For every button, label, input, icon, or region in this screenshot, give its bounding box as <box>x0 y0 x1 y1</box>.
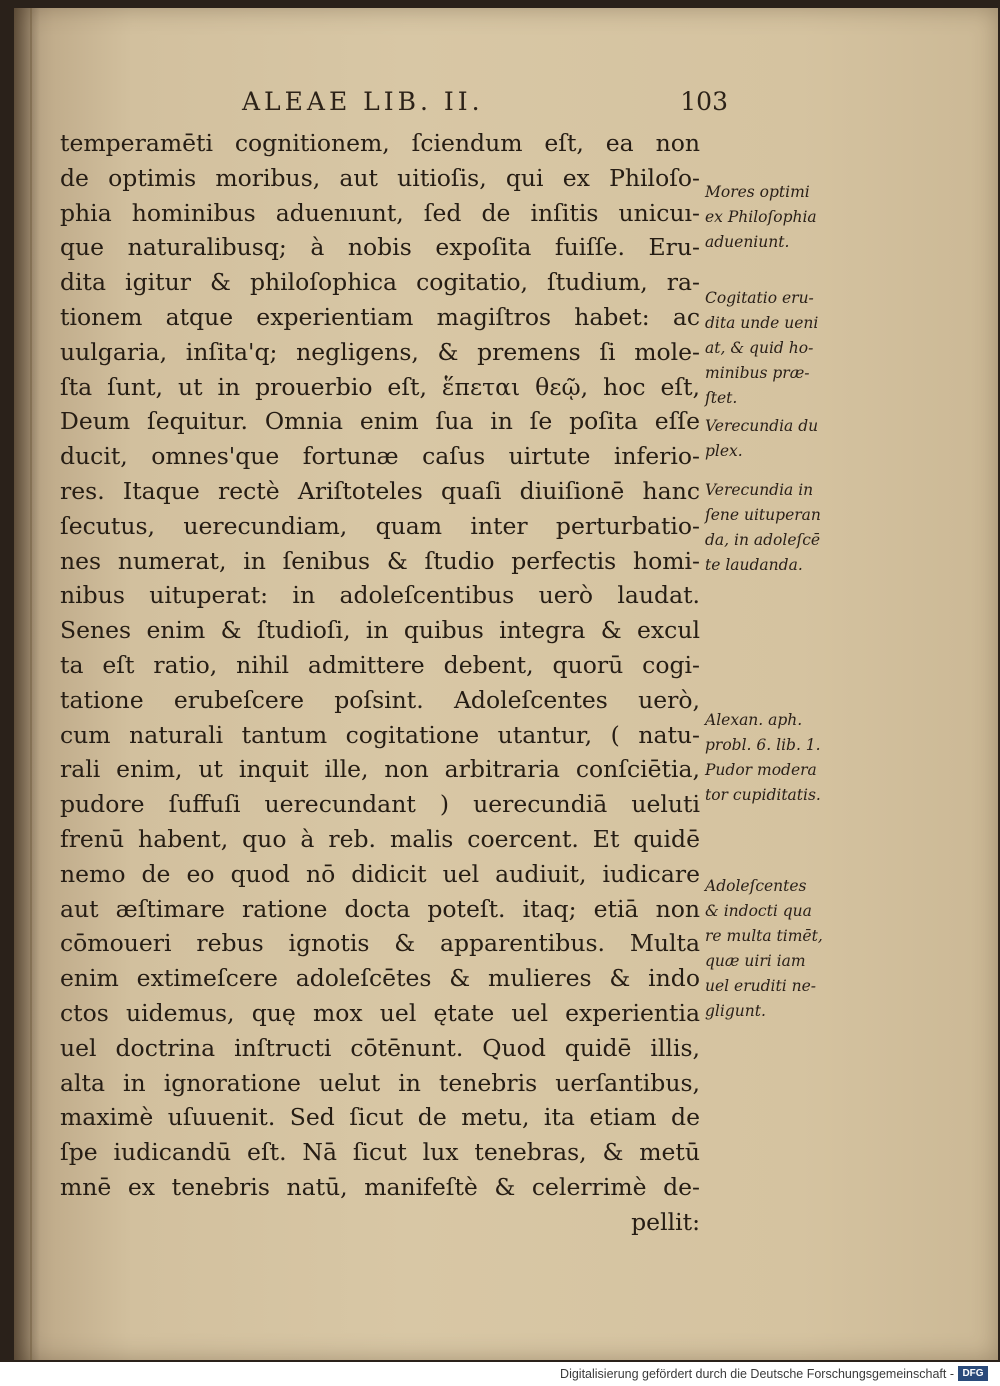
text-line: que naturalibusq; à nobis expoſita fuiſſe. Eru- <box>60 233 700 262</box>
text-line: nibus uituperat: in adoleſcentibus uerò laudat. <box>60 581 700 610</box>
note-line: adueniunt. <box>705 233 790 251</box>
text-line: aut æſtimare ratione docta poteſt. itaq; etiā non <box>60 894 700 923</box>
note-line: tor cupiditatis. <box>705 786 821 804</box>
text-line: de optimis moribus, aut uitioſis, qui ex Philoſo- <box>60 163 700 192</box>
note-line: ſtet. <box>705 389 738 407</box>
text-line: Senes enim & ſtudioſi, in quibus integra & excul <box>60 616 700 645</box>
text-line: Deum ſequitur. Omnia enim ſua in ſe poſita eſſe <box>60 407 700 436</box>
marginal-note <box>705 286 818 411</box>
text-line: pudore ſuffuſi uerecundant ) uerecundiā ueluti <box>60 790 700 819</box>
page-edge <box>30 8 32 1360</box>
note-line: gligunt. <box>705 1002 766 1020</box>
note-line: plex. <box>705 442 743 460</box>
note-line: dita unde ueni <box>705 314 819 332</box>
text-line: uulgaria, inſita'q; negligens, & premens ſi mole- <box>60 337 700 366</box>
text-line: dita igitur & philoſophica cogitatio, ſtudium, ra- <box>60 268 700 297</box>
text-line: mnē ex tenebris natū, manifeſtè & celerrimè de- <box>60 1172 700 1201</box>
page-number: 103 <box>680 87 728 116</box>
note-line: probl. 6. lib. 1. <box>705 736 821 754</box>
note-line: Pudor modera <box>705 761 817 779</box>
note-line: uel eruditi ne- <box>705 977 816 995</box>
text-line: tionem atque experientiam magiſtros habet: ac <box>60 302 700 331</box>
text-line: enim extimeſcere adoleſcētes & mulieres & indo <box>60 964 700 993</box>
note-line: re multa timēt, <box>705 927 823 945</box>
note-line: Adoleſcentes <box>705 877 807 895</box>
text-line: uel doctrina inſtructi cōtēnunt. Quod quidē illis, <box>60 1033 700 1062</box>
text-line: ta eſt ratio, nihil admittere debent, quorū cogi- <box>60 650 700 679</box>
note-line: & indocti qua <box>705 902 812 920</box>
gutter-shadow <box>14 8 40 1360</box>
text-line: maximè uſuuenit. Sed ſicut de metu, ita etiam de <box>60 1103 700 1132</box>
marginal-note <box>705 414 818 464</box>
note-line: minibus præ- <box>705 364 810 382</box>
text-line: res. Itaque rectè Ariſtoteles quaſi diuiſionē hanc <box>60 476 700 505</box>
text-line: ducit, omnes'que fortunæ caſus uirtute inferio- <box>60 442 700 471</box>
text-line: nes numerat, in ſenibus & ſtudio perfectis homi- <box>60 546 700 575</box>
marginal-note <box>705 708 821 808</box>
text-line: ſecutus, uerecundiam, quam inter perturbatio- <box>60 511 700 540</box>
note-line: Cogitatio eru- <box>705 289 814 307</box>
marginal-note <box>705 478 821 578</box>
note-line: Mores optimi <box>705 183 810 201</box>
text-line: frenū habent, quo à reb. malis coercent. Et quidē <box>60 824 700 853</box>
note-line: quæ uiri iam <box>705 952 806 970</box>
text-line: nemo de eo quod nō didicit uel audiuit, iudicare <box>60 859 700 888</box>
note-line: ex Philoſophia <box>705 208 817 226</box>
note-line: te laudanda. <box>705 556 803 574</box>
digitization-footer <box>0 1362 1000 1386</box>
text-line: temperamēti cognitionem, ſciendum eſt, ea non <box>60 129 700 157</box>
note-line: Alexan. aph. <box>705 711 803 729</box>
text-line: alta in ignoratione uelut in tenebris uerſantibus, <box>60 1068 700 1097</box>
text-line: cōmoueri rebus ignotis & apparentibus. Multa <box>60 929 700 958</box>
text-line-catchword: pellit: <box>631 1207 700 1236</box>
text-line: ctos uidemus, quę mox uel ętate uel experientia <box>60 998 700 1027</box>
text-line: ſta ſunt, ut in prouerbio eſt, ἕπεται θεῷ, hoc eſt, <box>60 372 700 401</box>
note-line: Verecundia in <box>705 481 814 499</box>
text-line: phia hominibus aduenıunt, ſed de inſitis unicuı- <box>60 198 700 227</box>
marginal-note <box>705 874 823 1024</box>
main-text-block <box>60 126 700 1240</box>
note-line: Verecundia du <box>705 417 819 435</box>
page-header <box>242 86 728 122</box>
running-head: ALEAE LIB. II. <box>242 87 484 116</box>
dfg-logo: DFG <box>958 1366 988 1381</box>
text-line: rali enim, ut inquit ille, non arbitraria conſciētia, <box>60 755 700 784</box>
marginal-note <box>705 180 817 255</box>
text-line: cum naturali tantum cogitatione utantur, ( natu- <box>60 720 700 749</box>
note-line: at, & quid ho- <box>705 339 814 357</box>
note-line: da, in adoleſcē <box>705 531 821 549</box>
text-line: tatione erubeſcere poſsint. Adoleſcentes uerò, <box>60 685 700 714</box>
text-line: ſpe iudicandū eſt. Nā ſicut lux tenebras, & metū <box>60 1138 700 1167</box>
funding-credit: Digitalisierung gefördert durch die Deutsche Forschungsgemeinschaft - <box>560 1367 954 1381</box>
note-line: ſene uituperan <box>705 506 821 524</box>
